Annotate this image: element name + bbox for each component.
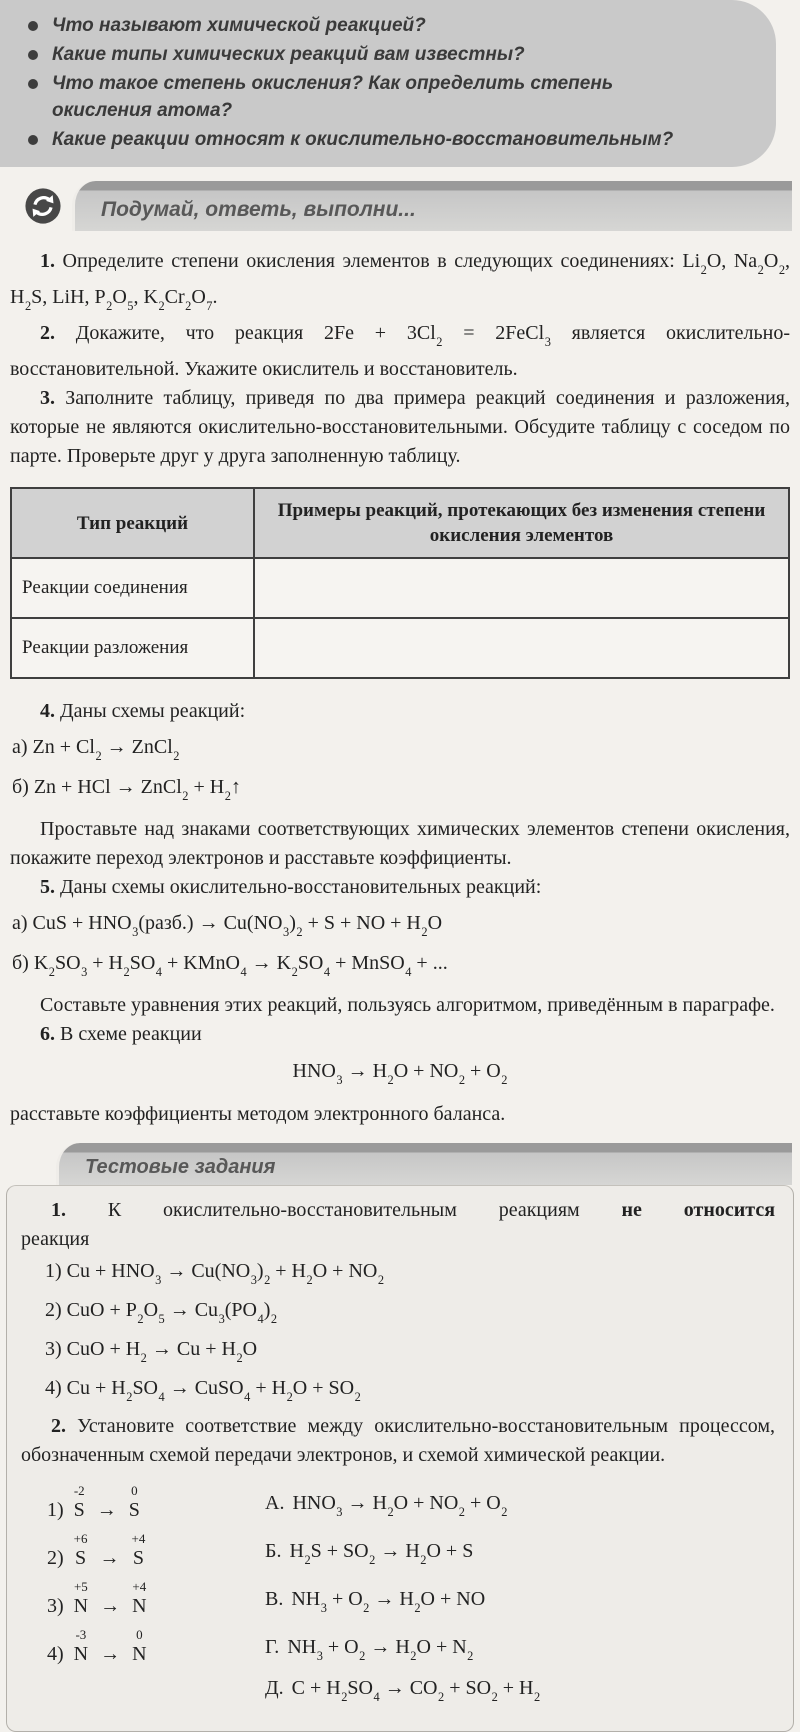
test-section-tab (56, 1143, 792, 1185)
element-symbol: S (132, 1547, 144, 1569)
think-section-title: Подумай, ответь, выполни... (101, 198, 416, 221)
element-symbol: S (75, 1547, 87, 1569)
reaction-scheme (265, 1676, 775, 1707)
oxidation-state: -3 (75, 1627, 87, 1642)
question-item (28, 41, 740, 68)
process-number: 2) (47, 1547, 64, 1569)
exercise-block (0, 231, 800, 1129)
intro-questions-box (0, 0, 776, 167)
process-number: 3) (47, 1595, 64, 1617)
match-row (47, 1532, 775, 1570)
reaction-scheme (265, 1635, 775, 1666)
process-number: 4) (47, 1643, 64, 1665)
bullet-icon (28, 21, 38, 31)
electron-transfer-scheme (47, 1532, 265, 1570)
reaction-scheme (265, 1491, 775, 1522)
think-section-header (0, 181, 792, 231)
oxidation-state: +4 (131, 1531, 146, 1546)
equation-line: б) $K_2SO_3 + H_2SO_4$ + KMnO$_4$ → $K_2SO_4$ + MnSO$_4$ + ... (12, 952, 448, 980)
table-header-type: Тип реакций (11, 488, 254, 558)
task-text: Определите степени окисления элементов в следующих соединениях: $Li_2O$, $Na_2O_2$, $H_2S$, LiH, $P_2O_5$, $K_2Cr_2O_7$. (10, 250, 791, 314)
task-number: 4. (40, 700, 55, 722)
match-row (47, 1484, 775, 1522)
task-2 (10, 319, 790, 384)
question-item (28, 70, 740, 124)
reaction-type-cell: Реакции соединения (11, 558, 254, 618)
scheme-letter: А. (265, 1492, 285, 1514)
test-question-2 (21, 1412, 775, 1470)
question-text: Какие типы химических реакций вам известны? (52, 44, 525, 65)
electron-transfer-scheme (47, 1580, 265, 1618)
task-6-instruction: расставьте коэффициенты методом электронного баланса. (10, 1103, 506, 1125)
element-symbol: S (128, 1499, 140, 1521)
task-text: Докажите, что реакция $2Fe + 3Cl_2$ = 2FeCl$_3$ является окислительно-восстановительной. Укажите окислитель и восстановитель. (10, 322, 791, 380)
answer-option: 4) $Cu + H_2SO_4$ → CuSO$_4$ + $H_2O + SO_2$ (45, 1377, 361, 1405)
task-text: В схеме реакции (60, 1023, 202, 1045)
equation-line-centered: $HNO_3 \to H_2O + NO_2 + O_2$ (292, 1060, 508, 1088)
question-text-continued: реакция (21, 1228, 90, 1250)
oxidation-state: 0 (131, 1483, 138, 1498)
table-row (11, 558, 789, 618)
oxidation-state: -2 (73, 1483, 85, 1498)
task-number: 1. (40, 250, 55, 272)
task-text: Заполните таблицу, приведя по два примера реакций соединения и разложения, которые не являются окислительно-восстановительными. Обсудите таблицу с соседом по парте. Проверьте друг у друга заполненную таблицу. (10, 387, 791, 467)
table-row (11, 618, 789, 678)
question-text: Что такое степень окисления? Как определить степень окисления атома? (52, 73, 614, 121)
oxidation-state: +5 (73, 1579, 88, 1594)
oxidation-state: +4 (132, 1579, 147, 1594)
scheme-equation: $NH_3 + O_2 \to H_2O + N_2$ (287, 1636, 474, 1664)
task-number: 3. (40, 387, 55, 409)
question-number: 1. (51, 1199, 66, 1221)
task-3 (10, 384, 790, 471)
bullet-icon (28, 79, 38, 89)
task-number: 5. (40, 876, 55, 898)
question-text-bold: не относится (621, 1199, 776, 1221)
element-symbol: N (73, 1595, 89, 1617)
test-tasks-box (6, 1185, 794, 1732)
scheme-equation: $H_2S + SO_2 \to H_2O + S$ (289, 1540, 474, 1568)
arrow-icon: → (100, 1595, 121, 1617)
reaction-type-cell: Реакции разложения (11, 618, 254, 678)
question-item (28, 12, 740, 39)
scheme-letter: Д. (265, 1677, 284, 1699)
task-4 (10, 697, 790, 726)
answer-option: 1) $Cu + HNO_3 \to Cu(NO_3)_2 + H_2O + NO_2$ (45, 1260, 385, 1288)
question-text: Что называют химической реакцией? (52, 15, 426, 36)
element-symbol: N (132, 1643, 147, 1665)
question-number: 2. (51, 1415, 66, 1437)
arrow-icon: → (96, 1499, 117, 1521)
test-section-title: Тестовые задания (85, 1156, 276, 1178)
task-5 (10, 873, 790, 902)
bullet-icon (28, 50, 38, 60)
task-5-instruction: Составьте уравнения этих реакций, пользуясь алгоритмом, приведённым в параграфе. (40, 994, 775, 1016)
match-row (47, 1628, 775, 1666)
task-text: Даны схемы реакций: (60, 700, 246, 722)
scheme-equation: $HNO_3 \to H_2O + NO_2 + O_2$ (292, 1492, 508, 1520)
scheme-equation: $C + H_2SO_4 \to CO_2 + SO_2 + H_2$ (291, 1677, 541, 1705)
question-text: Установите соответствие между окислительно-восстановительным процессом, обозначенным схемой передачи электронов, и схемой химической реакции. (21, 1415, 775, 1466)
task-6 (10, 1020, 790, 1049)
task-number: 6. (40, 1023, 55, 1045)
equation-line: б) Zn + HCl → ZnCl$_2$ + $H_2↑$ (12, 776, 241, 804)
reaction-scheme (265, 1587, 775, 1618)
scheme-letter: Б. (265, 1540, 282, 1562)
table-header-examples: Примеры реакций, протекающих без изменения степени окисления элементов (254, 488, 789, 558)
reaction-scheme (265, 1539, 775, 1570)
answer-option: 3) CuO + $H_2 \to Cu + H_2O$ (45, 1338, 258, 1366)
electron-transfer-scheme (47, 1628, 265, 1666)
bullet-icon (28, 135, 38, 145)
task-1 (10, 247, 790, 319)
equation-line: а) $Zn + Cl_2$ → ZnCl$_2$ (12, 736, 180, 764)
cycle-arrows-icon (24, 187, 62, 225)
question-text: К окислительно-восстановительным реакциям (107, 1199, 580, 1221)
test-q1-line (21, 1196, 775, 1225)
match-row (47, 1580, 775, 1618)
task-4-instruction: Проставьте над знаками соответствующих химических элементов степени окисления, покажите переход электронов и расставьте коэффициенты. (10, 818, 790, 869)
scheme-letter: В. (265, 1588, 284, 1610)
test-section-header (56, 1143, 792, 1185)
answer-option: 2) CuO + $P_2O_5 \to Cu_3(PO_4)_2$ (45, 1299, 278, 1327)
scheme-equation: $NH_3 + O_2 \to H_2O$ + NO (291, 1588, 486, 1616)
examples-cell-empty (254, 558, 789, 618)
oxidation-state: +6 (73, 1531, 88, 1546)
reaction-types-table (10, 487, 790, 679)
element-symbol: N (132, 1595, 147, 1617)
question-item (28, 126, 740, 153)
match-row (47, 1676, 775, 1707)
scheme-letter: Г. (265, 1636, 280, 1658)
test-question-1 (21, 1196, 775, 1254)
matching-block (47, 1484, 775, 1707)
element-symbol: S (73, 1499, 85, 1521)
equation-line: а) CuS + $HNO_3(разб.) \to Cu(NO_3)_2 + S$ + NO + $H_2O$ (12, 912, 443, 940)
think-section-tab (72, 181, 792, 231)
oxidation-state: 0 (136, 1627, 143, 1642)
electron-transfer-scheme (47, 1484, 265, 1522)
arrow-icon: → (100, 1643, 121, 1665)
process-number: 1) (47, 1499, 64, 1521)
arrow-icon: → (99, 1547, 120, 1569)
task-text: Даны схемы окислительно-восстановительных реакций: (60, 876, 542, 898)
task-number: 2. (40, 322, 55, 344)
element-symbol: N (73, 1643, 89, 1665)
examples-cell-empty (254, 618, 789, 678)
question-text: Какие реакции относят к окислительно-восстановительным? (52, 129, 674, 150)
